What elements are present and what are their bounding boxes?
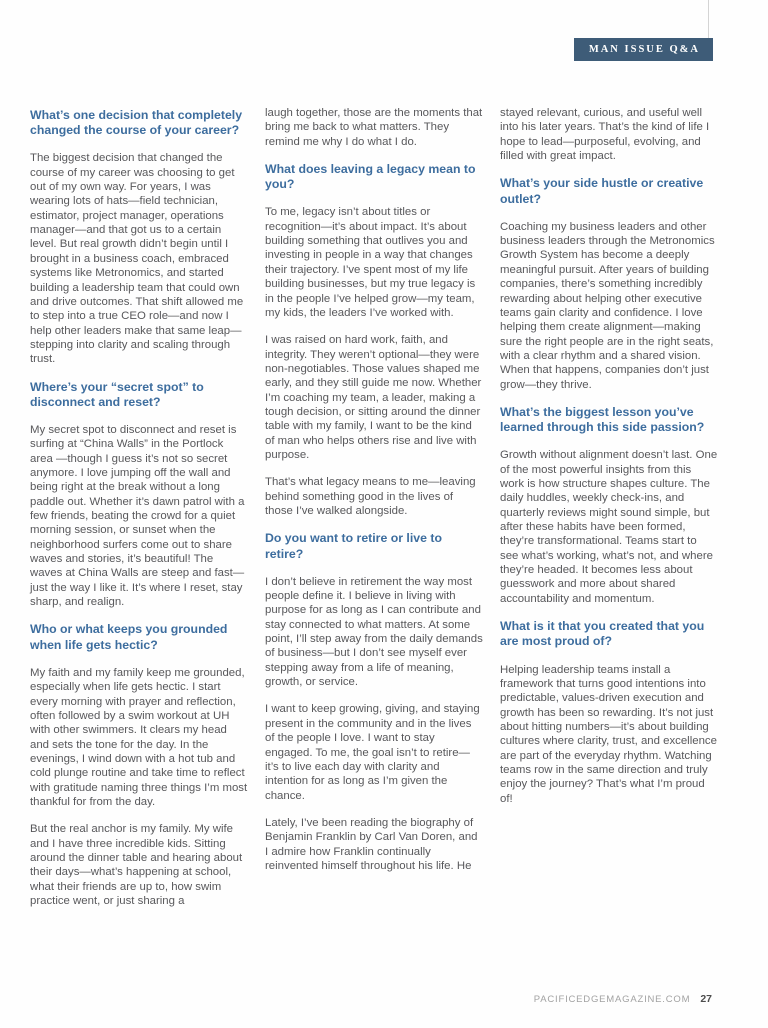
question-heading: What’s one decision that completely changed the course of your career? [30, 108, 243, 138]
question-heading: What does leaving a legacy mean to you? [265, 162, 476, 192]
question-heading: What’s your side hustle or creative outlet? [500, 176, 704, 206]
answer-paragraph: But the real anchor is my family. My wife and I have three incredible kids. Sitting around the dinner table and hearing about their days—what’s happening at school, what their friends are up to, how swim practice went, or just sharing a [30, 823, 243, 907]
answer-paragraph: To me, legacy isn’t about titles or recognition—it’s about impact. It’s about building something that outlives you and investing in people in a way that changes their trajectory. I’ve spent most of my life building businesses, but my true legacy is in the people I’ve helped grow—my team, my kids, the leaders I’ve worked with. [265, 206, 476, 319]
answer-paragraph: Coaching my business leaders and other business leaders through the Metronomics Growth System has become a deeply meaningful pursuit. After years of building companies, there’s something incredibly rewarding about helping other executive teams gain clarity and confidence. I love helping them create alignment—making sure the right people are in the right seats, with a clear rhythm and a shared vision. When that happens, companies don’t just grow—they thrive. [500, 220, 715, 391]
answer-paragraph: Lately, I’ve been reading the biography of Benjamin Franklin by Carl Van Doren, and I admire how Franklin continually reinvented himself throughout his life. He [265, 816, 478, 872]
answer-paragraph: stayed relevant, curious, and useful well into his later years. That’s the kind of life I hope to lead—purposeful, evolving, and filled with great impact. [500, 107, 710, 163]
question-heading: What’s the biggest lesson you’ve learned through this side passion? [500, 404, 705, 435]
article-columns [30, 106, 718, 921]
magazine-url: PACIFICEDGEMAGAZINE.COM [533, 994, 691, 1005]
answer-paragraph: My secret spot to disconnect and reset is surfing at “China Walls” in the Portlock area —though I guess it’s not so secret anymore. I love jumping off the wall and being right at the break without a long paddle out. Whether it’s dawn patrol with a few friends, beating the crowd for a quiet morning session, or sunset when the neighborhood surfers come out to share waves and stories, it’s beautiful! The waves at China Walls are steep and fast—just the way I like it. It’s where I reset, stay sharp, and realign. [30, 423, 245, 609]
question-heading: Do you want to retire or live to retire? [265, 531, 442, 561]
answer-paragraph: I was raised on hard work, faith, and integrity. They weren’t optional—they were non-negotiables. Those values shaped me early, and they still guide me now. Whether I’m coaching my team, a leader, making a tough decision, or sitting around the dinner table with my family, I want to be the kind of man who helps others rise and live with purpose. [265, 334, 482, 461]
column-3 [500, 106, 718, 921]
question-heading: What is it that you created that you are most proud of? [500, 619, 705, 649]
answer-paragraph: My faith and my family keep me grounded, especially when life gets hectic. I start every morning with prayer and reflection, often followed by a swim workout at UH with other swimmers. It clears my head and sets the tone for the day. In the evenings, I wind down with a hot tub and cold plunge routine and take time to reflect with gratitude naming three things I’m most thankful for from the day. [30, 666, 248, 808]
column-2 [265, 106, 483, 921]
question-heading: Where’s your “secret spot” to disconnect and reset? [30, 379, 204, 409]
page-edge-line [708, 0, 709, 38]
section-badge: MAN ISSUE Q&A [574, 38, 713, 61]
answer-paragraph: Growth without alignment doesn’t last. One of the most powerful insights from this work is how structure shapes culture. The daily huddles, weekly check-ins, and quarterly reviews might sound simple, but after these habits have been formed, they’re transformational. Teams start to see what’s working, what’s not, and where they’re headed. It becomes less about guesswork and more about shared accountability and momentum. [500, 449, 718, 605]
column-1 [30, 106, 248, 921]
page-footer [534, 993, 712, 1005]
question-heading: Who or what keeps you grounded when life gets hectic? [30, 622, 228, 652]
answer-paragraph: That’s what legacy means to me—leaving behind something good in the lives of those I’ve walked alongside. [265, 476, 476, 517]
answer-paragraph: The biggest decision that changed the course of my career was choosing to get out of my own way. For years, I was wearing lots of hats—field technician, estimator, project manager, operations manager—and that got us to a certain level. But real growth didn’t begin until I brought in a business coach, embraced systems like Metronomics, and started building a leadership team that could own and drive outcomes. That shift allowed me to step into a true CEO role—and now I help other leaders make that same leap—stepping into clarity and scaling through trust. [30, 152, 244, 366]
answer-paragraph: I want to keep growing, giving, and staying present in the community and in the lives of the people I love. I want to stay engaged. To me, the goal isn’t to retire—it’s to live each day with clarity and intention for as long as I’m given the chance. [265, 703, 480, 802]
answer-paragraph: I don’t believe in retirement the way most people define it. I believe in living with purpose for as long as I can contribute and stay connected to what matters. At some point, I’ll step away from the daily demands of business—but I don’t see myself ever stepping away from a life of meaning, growth, or service. [265, 575, 483, 689]
answer-paragraph: laugh together, those are the moments that bring me back to what matters. They remind me why I do what I do. [265, 107, 483, 148]
answer-paragraph: Helping leadership teams install a framework that turns good intentions into predictable, values-driven execution and growth has been so rewarding. It’s not just about hitting numbers—it’s about building cultures where clarity, trust, and excellence are part of the everyday rhythm. Watching teams row in the same direction and truly enjoy the journey? That’s what I’m proud of! [500, 663, 717, 805]
page-number: 27 [700, 993, 712, 1005]
